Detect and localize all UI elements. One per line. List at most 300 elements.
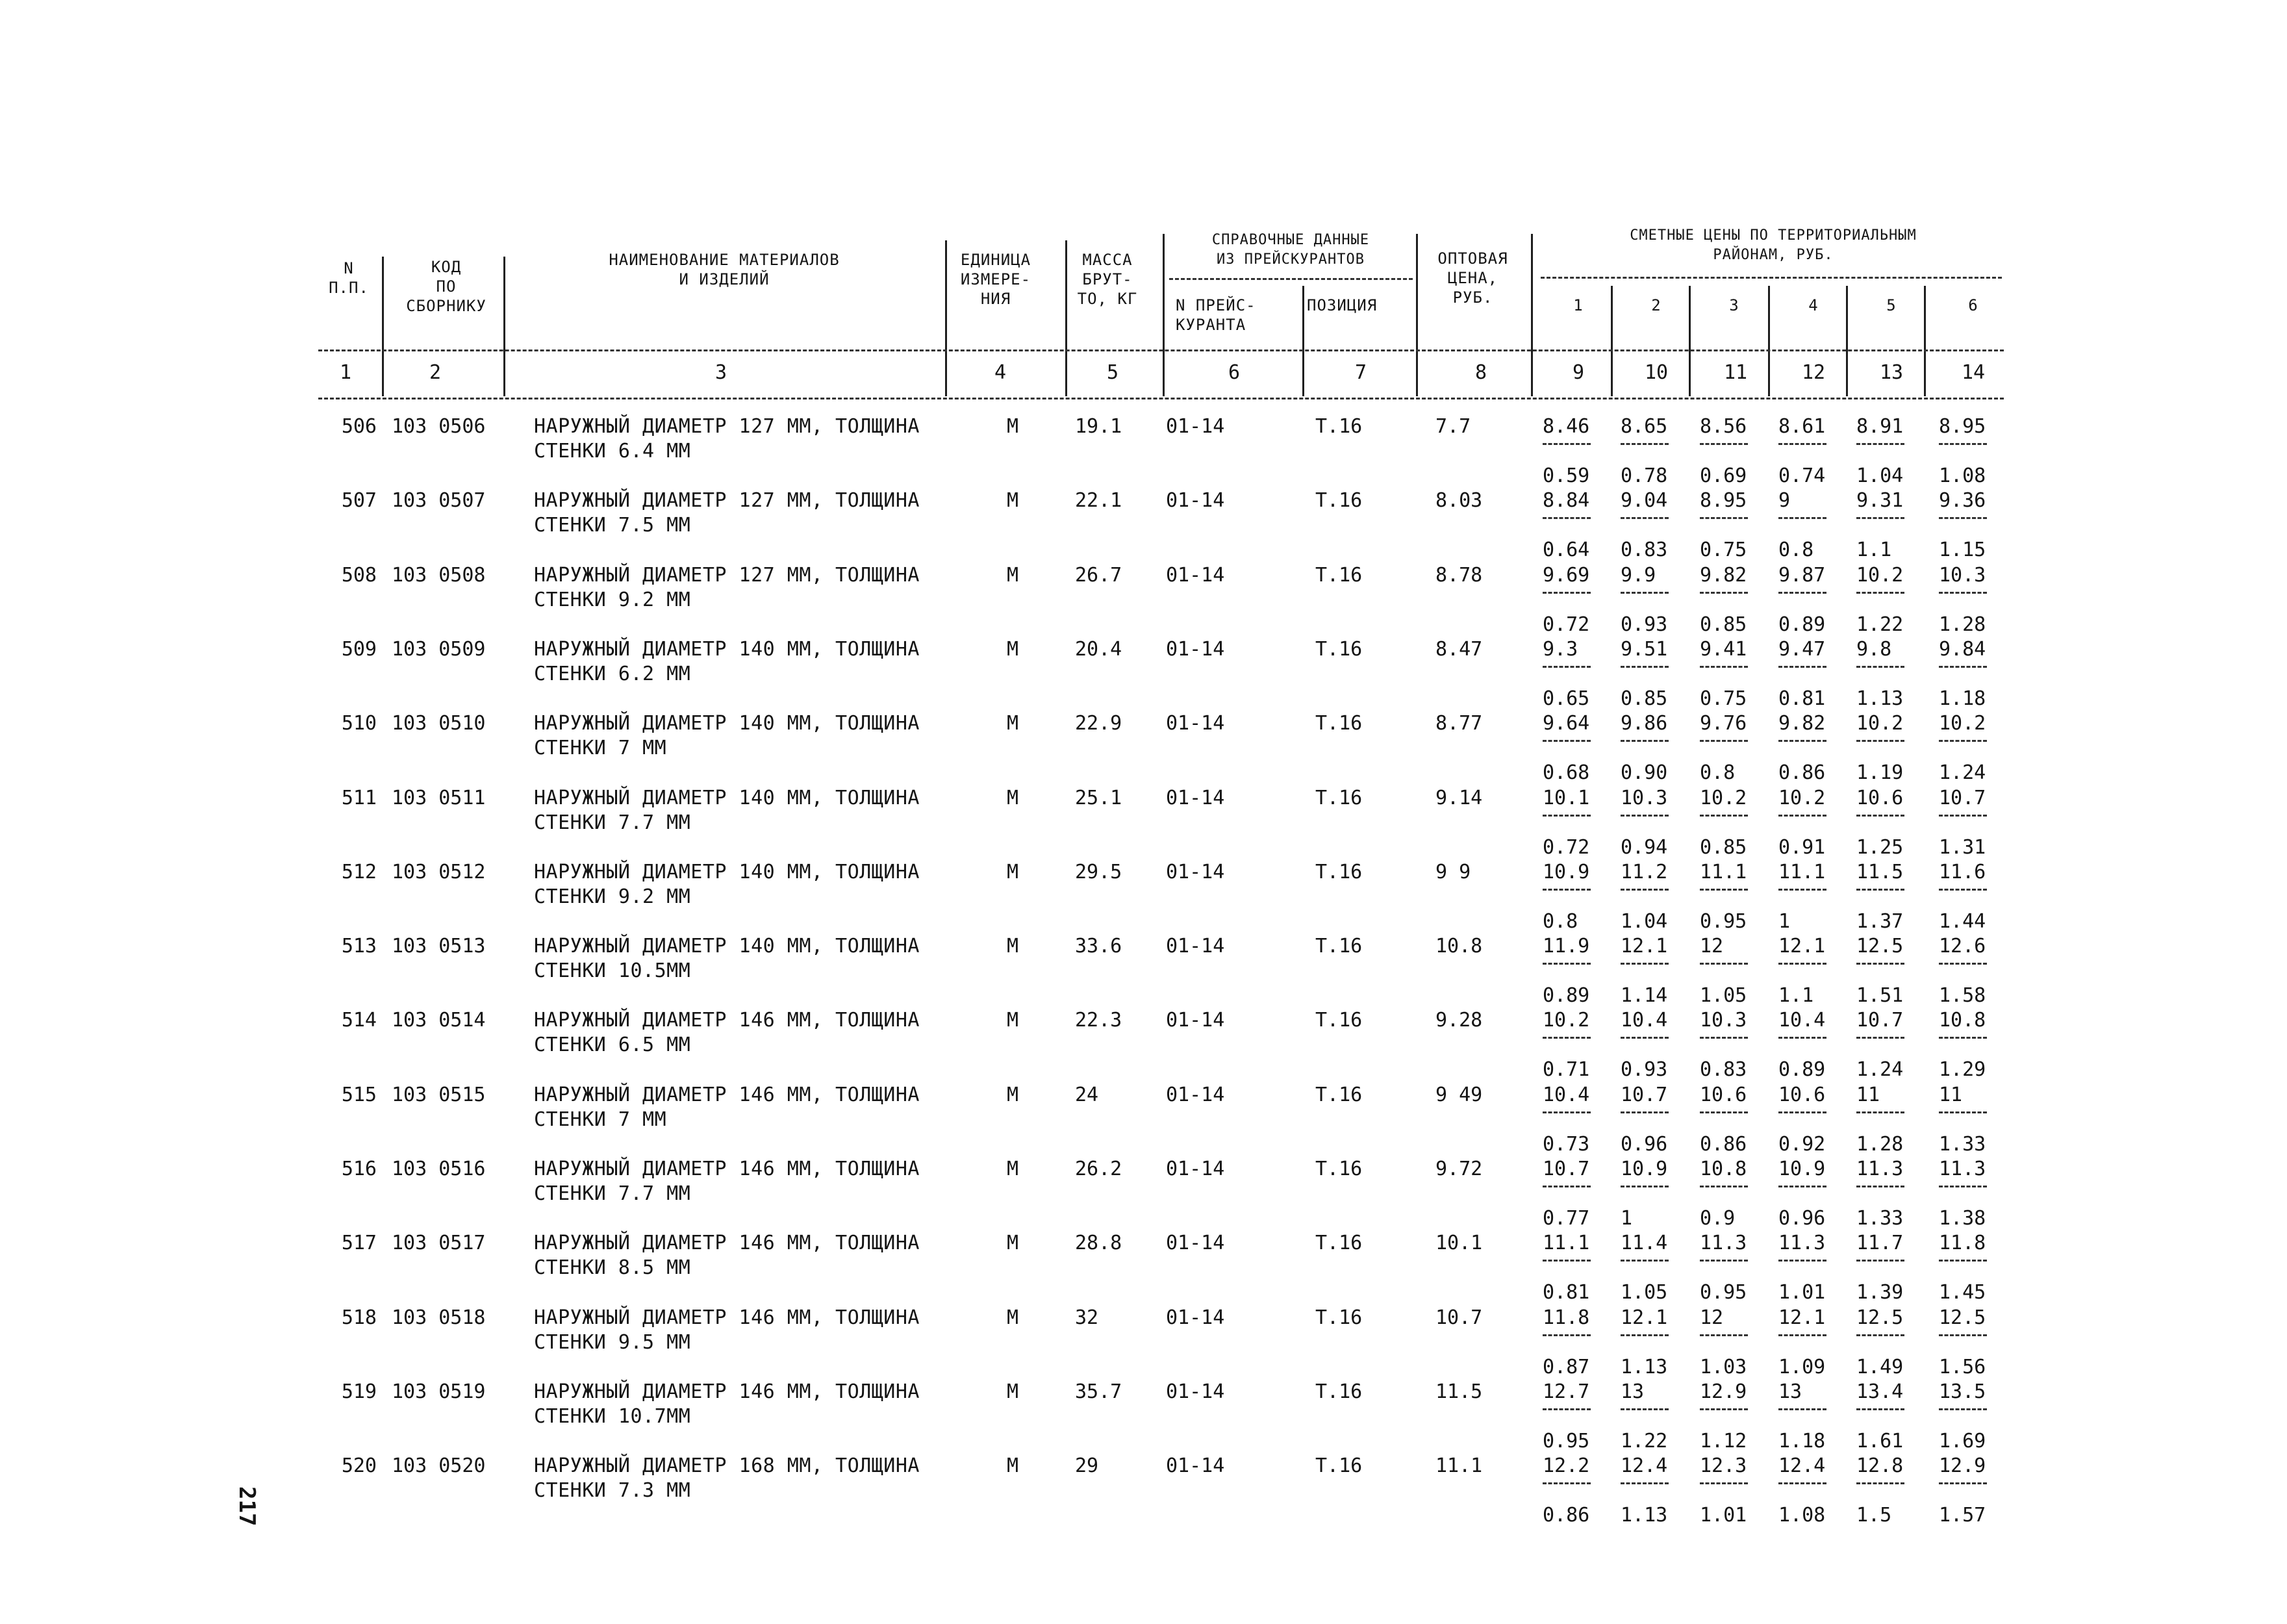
region-price-value: 9.76 <box>1700 712 1747 735</box>
row-number: 512 <box>341 860 377 883</box>
row-code: 103 0507 <box>392 489 486 513</box>
fraction-bar <box>1856 963 1904 965</box>
table-row <box>0 860 2287 934</box>
fraction-bar <box>1543 963 1591 965</box>
region-price-component: 1 <box>1621 1207 1633 1230</box>
fraction-bar <box>1700 1260 1748 1262</box>
region-price-value: 11.1 <box>1700 860 1747 883</box>
region-price-value: 12.9 <box>1939 1454 1986 1478</box>
fraction-bar <box>1700 740 1748 742</box>
row-name-line2: СТЕНКИ 9.5 ММ <box>534 1330 691 1354</box>
row-price-list: 01-14 <box>1166 1454 1225 1478</box>
region-price-value: 10.9 <box>1778 1158 1826 1180</box>
row-price-list: 01-14 <box>1166 415 1225 438</box>
row-price-list: 01-14 <box>1166 1009 1225 1032</box>
row-name-line1: НАРУЖНЫЙ ДИАМЕТР 127 ММ, ТОЛЩИНА <box>534 489 920 513</box>
table-row <box>0 637 2287 711</box>
row-price-list: 01-14 <box>1166 637 1225 661</box>
region-price-component: 1.5 <box>1856 1504 1892 1527</box>
region-price-value: 11 <box>1856 1083 1880 1106</box>
row-name-line2: СТЕНКИ 8.5 ММ <box>534 1256 691 1280</box>
region-price-value: 9.47 <box>1778 637 1826 661</box>
row-position: Т.16 <box>1315 1232 1363 1255</box>
fraction-bar <box>1939 592 1987 594</box>
row-name-line1: НАРУЖНЫЙ ДИАМЕТР 146 ММ, ТОЛЩИНА <box>534 1380 920 1403</box>
fraction-bar <box>1621 443 1669 445</box>
region-price-component: 1.29 <box>1939 1058 1986 1082</box>
row-unit: М <box>1007 1306 1019 1329</box>
row-name-line1: НАРУЖНЫЙ ДИАМЕТР 140 ММ, ТОЛЩИНА <box>534 637 920 661</box>
row-mass: 29.5 <box>1075 860 1122 883</box>
row-name-line2: СТЕНКИ 10.7ММ <box>534 1404 691 1428</box>
region-price-value: 12.2 <box>1543 1454 1590 1478</box>
header-col6: N ПРЕЙС- КУРАНТА <box>1176 296 1256 334</box>
price-table-page: N П.П. КОД ПО СБОРНИКУ НАИМЕНОВАНИЕ МАТЕРИАЛОВ И ИЗДЕЛИЙ ЕДИНИЦА ИЗМЕРЕ- НИЯ МАССА БРУТ- ТО, КГ СПРАВОЧНЫЕ ДАННЫЕ ИЗ ПРЕЙСКУРАНТОВ N ПРЕЙС- КУРАНТА ПОЗИЦИЯ ОПТОВАЯ ЦЕНА, РУБ. СМЕТНЫЕ ЦЕНЫ ПО ТЕРРИТОРИАЛЬНЫМ РАЙОНАМ, РУБ. 1 2 3 4 5 6 1 2 3 4 5 6 7 8 9 10 11 12 13 14 506 103 0506 НАРУЖНЫЙ ДИАМЕТР 127 ММ, ТОЛЩИНА СТЕНКИ 6.4 ММ М 19.1 01-14 Т.16 7.7 8.46 0.59 8.65 0.78 8.56 0.69 8.61 0.74 8.91 1.04 8.95 1.08 507 103 0507 НАРУЖНЫЙ ДИАМЕТР 127 ММ, ТОЛЩИНА СТЕНКИ 7.5 ММ М 22.1 01-14 Т.16 8.03 8.84 0.64 9.04 0.83 8.95 0.75 9 0.8 9.31 1.1 9.36 1.15 508 103 0508 НАРУЖНЫЙ ДИАМЕТР 127 ММ, ТОЛЩИНА СТЕНКИ 9.2 ММ М 26.7 01-14 Т.16 8.78 9.69 0.72 9.9 0.93 9.82 0.85 9.87 0.89 10.2 1.22 10.3 1.28 509 103 0509 НАРУЖНЫЙ ДИАМЕТР 140 ММ, ТОЛЩИНА СТЕНКИ 6.2 ММ М 20.4 01-14 Т.16 8.47 9.3 0.65 9.51 0.85 9.41 0.75 9.47 0.81 9.8 1.13 9.84 1.18 510 103 0510 НАРУЖНЫЙ ДИАМЕТР 140 ММ, ТОЛЩИНА СТЕНКИ 7 ММ М 22.9 01-14 Т.16 8.77 9.64 0.68 9.86 0.90 9.76 0.8 9.82 0.86 10.2 1.19 10.2 1.24 511 103 0511 НАРУЖНЫЙ ДИАМЕТР 140 ММ, ТОЛЩИНА СТЕНКИ 7.7 ММ М 25.1 01-14 Т.16 9.14 10.1 0.72 10.3 0.94 10.2 0.85 10.2 0.91 10.6 1.25 10.7 1.31 512 103 0512 НАРУЖНЫЙ ДИАМЕТР 140 ММ, ТОЛЩИНА СТЕНКИ 9.2 ММ М 29.5 01-14 Т.16 9 9 10.9 0.8 11.2 1.04 11.1 0.95 11.1 1 11.5 1.37 11.6 1.44 513 103 0513 НАРУЖНЫЙ ДИАМЕТР 140 ММ, ТОЛЩИНА СТЕНКИ 10.5ММ М 33.6 01-14 Т.16 10.8 11.9 0.89 12.1 1.14 12 1.05 12.1 1.1 12.5 1.51 12.6 1.58 514 103 0514 НАРУЖНЫЙ ДИАМЕТР 146 ММ, ТОЛЩИНА СТЕНКИ 6.5 ММ М 22.3 01-14 Т.16 9.28 10.2 0.71 10.4 0.93 10.3 0.83 10.4 0.89 10.7 1.24 10.8 1.29 515 103 0515 НАРУЖНЫЙ ДИАМЕТР 146 ММ, ТОЛЩИНА СТЕНКИ 7 ММ М 24 01-14 Т.16 9 49 10.4 0.73 10.7 0.96 10.6 0.86 10.6 0.92 11 1.28 11 1.33 516 103 0516 НАРУЖНЫЙ ДИАМЕТР 146 ММ, ТОЛЩИНА СТЕНКИ 7.7 ММ М 26.2 01-14 Т.16 9.72 10.7 0.77 10.9 1 10.8 0.9 10.9 0.96 11.3 1.33 11.3 1.38 517 103 0517 НАРУЖНЫЙ ДИАМЕТР 146 ММ, ТОЛЩИНА СТЕНКИ 8.5 ММ М 28.8 01-14 Т.16 10.1 11.1 0.81 11.4 1.05 11.3 0.95 11.3 1.01 11.7 1.39 11.8 1.45 518 103 0518 НАРУЖНЫЙ ДИАМЕТР 146 ММ, ТОЛЩИНА СТЕНКИ 9.5 ММ М 32 01-14 Т.16 10.7 11.8 0.87 12.1 1.13 12 1.03 12.1 1.09 12.5 1.49 12.5 1.56 519 103 0519 НАРУЖНЫЙ ДИАМЕТР 146 ММ, ТОЛЩИНА СТЕНКИ 10.7ММ М 35.7 01-14 Т.16 11.5 12.7 0.95 13 1.22 12.9 1.12 13 1.18 13.4 1.61 13.5 1.69 520 103 0520 НАРУЖНЫЙ ДИАМЕТР 168 ММ, ТОЛЩИНА СТЕНКИ 7.3 ММ М 29 01-14 Т.16 11.1 12.2 0.86 12.4 1.13 12.3 1.01 12.4 1.08 12.8 1.5 12.9 1.57 217 <box>0 0 2287 1624</box>
fraction-bar <box>1543 666 1591 668</box>
region-price-component: 1.24 <box>1939 761 1986 785</box>
fraction-bar <box>1939 889 1987 891</box>
region-price-component: 0.72 <box>1543 613 1590 636</box>
table-row <box>0 1306 2287 1380</box>
region-price-value: 11.7 <box>1856 1232 1904 1255</box>
fraction-bar <box>1700 1408 1748 1410</box>
fraction-bar <box>1778 1186 1826 1187</box>
fraction-bar <box>1700 963 1748 965</box>
row-code: 103 0515 <box>392 1083 486 1106</box>
row-unit: М <box>1007 1009 1019 1032</box>
region-price-component: 1.1 <box>1856 539 1892 562</box>
row-name-line2: СТЕНКИ 7 ММ <box>534 737 667 760</box>
region-price-component: 1.1 <box>1778 984 1814 1008</box>
row-name-line2: СТЕНКИ 9.2 ММ <box>534 885 691 908</box>
fraction-bar <box>1543 1482 1591 1484</box>
region-price-component: 1.31 <box>1939 835 1986 859</box>
region-price-component: 1.03 <box>1700 1355 1747 1378</box>
fraction-bar <box>1700 1334 1748 1336</box>
region-price-value: 10.9 <box>1543 860 1590 883</box>
region-price-component: 1.12 <box>1700 1429 1747 1453</box>
region-price-value: 12.3 <box>1700 1454 1747 1478</box>
region-price-value: 12 <box>1700 935 1724 958</box>
row-code: 103 0518 <box>392 1306 486 1329</box>
region-price-value: 12.5 <box>1939 1306 1986 1329</box>
row-wholesale-price: 9.28 <box>1435 1009 1483 1032</box>
table-row <box>0 786 2287 860</box>
region-price-value: 12.4 <box>1621 1454 1668 1478</box>
table-row <box>0 1380 2287 1454</box>
region-price-value: 8.65 <box>1621 415 1668 438</box>
region-price-value: 10.6 <box>1856 786 1904 809</box>
row-mass: 22.9 <box>1075 712 1122 735</box>
region-price-value: 9.31 <box>1856 489 1904 513</box>
row-name-line2: СТЕНКИ 7.7 ММ <box>534 1182 691 1205</box>
row-code: 103 0520 <box>392 1454 486 1478</box>
row-unit: М <box>1007 1083 1019 1106</box>
row-name-line1: НАРУЖНЫЙ ДИАМЕТР 140 ММ, ТОЛЩИНА <box>534 935 920 958</box>
region-price-component: 0.85 <box>1700 835 1747 859</box>
fraction-bar <box>1700 889 1748 891</box>
row-mass: 33.6 <box>1075 935 1122 958</box>
row-number: 518 <box>341 1306 377 1329</box>
region-price-value: 9.82 <box>1700 563 1747 587</box>
row-number: 515 <box>341 1083 377 1106</box>
fraction-bar <box>1778 666 1826 668</box>
header-region-5: 5 <box>1886 296 1897 314</box>
fraction-bar <box>1778 517 1826 519</box>
table-row <box>0 1231 2287 1305</box>
region-price-component: 1.13 <box>1856 687 1904 710</box>
region-price-component: 0.68 <box>1543 761 1590 785</box>
row-mass: 25.1 <box>1075 786 1122 809</box>
row-price-list: 01-14 <box>1166 1380 1225 1403</box>
fraction-bar <box>1543 592 1591 594</box>
fraction-bar <box>1778 443 1826 445</box>
row-wholesale-price: 11.5 <box>1435 1380 1483 1403</box>
fraction-bar <box>1856 443 1904 445</box>
fraction-bar <box>1778 740 1826 742</box>
fraction-bar <box>1543 443 1591 445</box>
row-name-line1: НАРУЖНЫЙ ДИАМЕТР 140 ММ, ТОЛЩИНА <box>534 860 920 883</box>
header-ref-divider <box>1169 278 1413 280</box>
region-price-component: 1.51 <box>1856 984 1904 1008</box>
row-position: Т.16 <box>1315 489 1363 513</box>
row-name <box>534 637 963 687</box>
region-price-value: 13 <box>1621 1380 1645 1403</box>
region-price-component: 0.78 <box>1621 464 1668 487</box>
row-name-line2: СТЕНКИ 7.3 ММ <box>534 1479 691 1503</box>
region-price-value: 10.2 <box>1778 786 1826 809</box>
region-price-value: 12.6 <box>1939 935 1986 958</box>
header-col7: ПОЗИЦИЯ <box>1307 296 1378 314</box>
header-separator <box>1302 286 1304 396</box>
fraction-bar <box>1856 889 1904 891</box>
region-price-value: 10.6 <box>1778 1083 1826 1106</box>
row-name <box>534 1083 963 1132</box>
fraction-bar <box>1543 1186 1591 1187</box>
region-price-value: 12.1 <box>1621 935 1668 958</box>
region-price-value: 13.5 <box>1939 1380 1986 1403</box>
row-price-list: 01-14 <box>1166 1306 1225 1329</box>
region-price-component: 1.37 <box>1856 909 1904 933</box>
row-position: Т.16 <box>1315 563 1363 587</box>
fraction-bar <box>1543 517 1591 519</box>
region-price-value: 9.41 <box>1700 637 1747 661</box>
fraction-bar <box>1700 1186 1748 1187</box>
region-price-value: 10.9 <box>1621 1158 1668 1180</box>
row-price-list: 01-14 <box>1166 1232 1225 1255</box>
region-price-value: 9.3 <box>1543 637 1578 661</box>
region-price-value: 11.4 <box>1621 1232 1668 1255</box>
fraction-bar <box>1778 889 1826 891</box>
row-position: Т.16 <box>1315 712 1363 735</box>
row-position: Т.16 <box>1315 637 1363 661</box>
row-price-list: 01-14 <box>1166 1158 1225 1180</box>
fraction-bar <box>1700 1037 1748 1039</box>
region-price-value: 9.36 <box>1939 489 1986 513</box>
fraction-bar <box>1856 815 1904 817</box>
region-price-component: 0.81 <box>1778 687 1826 710</box>
region-price-component: 1.08 <box>1778 1504 1826 1527</box>
fraction-bar <box>1778 1408 1826 1410</box>
region-price-component: 1.28 <box>1939 613 1986 636</box>
region-price-value: 10.2 <box>1856 712 1904 735</box>
row-unit: М <box>1007 637 1019 661</box>
row-unit: М <box>1007 489 1019 513</box>
region-price-component: 1.08 <box>1939 464 1986 487</box>
region-price-value: 8.61 <box>1778 415 1826 438</box>
table-row <box>0 1008 2287 1082</box>
region-price-component: 0.71 <box>1543 1058 1590 1082</box>
region-price-component: 0.69 <box>1700 464 1747 487</box>
row-name-line1: НАРУЖНЫЙ ДИАМЕТР 140 ММ, ТОЛЩИНА <box>534 786 920 809</box>
row-name <box>534 860 963 909</box>
region-price-component: 1.61 <box>1856 1429 1904 1453</box>
row-mass: 20.4 <box>1075 637 1122 661</box>
fraction-bar <box>1621 666 1669 668</box>
header-separator <box>1416 234 1418 396</box>
row-wholesale-price: 8.47 <box>1435 637 1483 661</box>
row-wholesale-price: 9.72 <box>1435 1158 1483 1180</box>
row-name <box>534 1231 963 1280</box>
fraction-bar <box>1621 1037 1669 1039</box>
region-price-component: 1.19 <box>1856 761 1904 785</box>
table-row <box>0 1157 2287 1231</box>
region-price-component: 0.93 <box>1621 613 1668 636</box>
fraction-bar <box>1778 815 1826 817</box>
region-price-component: 1.49 <box>1856 1355 1904 1378</box>
region-price-component: 0.92 <box>1778 1132 1826 1156</box>
region-price-component: 0.59 <box>1543 464 1590 487</box>
header-separator <box>1611 286 1613 396</box>
row-number: 508 <box>341 563 377 587</box>
row-mass: 26.2 <box>1075 1158 1122 1180</box>
fraction-bar <box>1778 1482 1826 1484</box>
header-separator <box>1531 234 1533 396</box>
region-price-value: 10.6 <box>1700 1083 1747 1106</box>
header-separator <box>1768 286 1770 396</box>
row-wholesale-price: 9.14 <box>1435 786 1483 809</box>
region-price-value: 10.7 <box>1621 1083 1668 1106</box>
region-price-value: 11.2 <box>1621 860 1668 883</box>
region-price-component: 0.64 <box>1543 539 1590 562</box>
region-price-value: 10.8 <box>1939 1009 1986 1032</box>
region-price-component: 1.13 <box>1621 1355 1668 1378</box>
row-number: 506 <box>341 415 377 438</box>
row-mass: 24 <box>1075 1083 1099 1106</box>
row-name-line1: НАРУЖНЫЙ ДИАМЕТР 146 ММ, ТОЛЩИНА <box>534 1306 920 1329</box>
row-name-line1: НАРУЖНЫЙ ДИАМЕТР 140 ММ, ТОЛЩИНА <box>534 712 920 735</box>
region-price-component: 0.95 <box>1700 909 1747 933</box>
region-price-component: 1 <box>1778 909 1791 933</box>
region-price-component: 0.93 <box>1621 1058 1668 1082</box>
row-wholesale-price: 9 49 <box>1435 1083 1483 1106</box>
fraction-bar <box>1543 1260 1591 1262</box>
fraction-bar <box>1621 963 1669 965</box>
region-price-value: 11.5 <box>1856 860 1904 883</box>
region-price-component: 0.91 <box>1778 835 1826 859</box>
row-name-line2: СТЕНКИ 6.5 ММ <box>534 1034 691 1057</box>
row-name-line1: НАРУЖНЫЙ ДИАМЕТР 146 ММ, ТОЛЩИНА <box>534 1158 920 1180</box>
fraction-bar <box>1543 889 1591 891</box>
region-price-component: 0.85 <box>1621 687 1668 710</box>
region-price-value: 12.1 <box>1621 1306 1668 1329</box>
row-position: Т.16 <box>1315 935 1363 958</box>
row-position: Т.16 <box>1315 1380 1363 1403</box>
header-separator <box>1689 286 1691 396</box>
fraction-bar <box>1856 1037 1904 1039</box>
region-price-component: 0.72 <box>1543 835 1590 859</box>
row-price-list: 01-14 <box>1166 563 1225 587</box>
region-price-value: 9.87 <box>1778 563 1826 587</box>
fraction-bar <box>1856 517 1904 519</box>
row-name-line2: СТЕНКИ 7.5 ММ <box>534 514 691 537</box>
fraction-bar <box>1543 815 1591 817</box>
header-col2: КОД ПО СБОРНИКУ <box>406 258 486 315</box>
header-rule <box>318 349 2004 351</box>
region-price-component: 0.94 <box>1621 835 1668 859</box>
region-price-value: 9.64 <box>1543 712 1590 735</box>
region-price-value: 10.4 <box>1778 1009 1826 1032</box>
region-price-value: 8.95 <box>1700 489 1747 513</box>
region-price-component: 0.89 <box>1543 984 1590 1008</box>
fraction-bar <box>1543 1111 1591 1113</box>
region-price-component: 0.89 <box>1778 1058 1826 1082</box>
row-code: 103 0519 <box>392 1380 486 1403</box>
fraction-bar <box>1700 443 1748 445</box>
region-price-component: 1.18 <box>1778 1429 1826 1453</box>
table-row <box>0 1454 2287 1528</box>
header-col8: ОПТОВАЯ ЦЕНА, РУБ. <box>1437 249 1508 307</box>
fraction-bar <box>1778 592 1826 594</box>
region-price-component: 0.74 <box>1778 464 1826 487</box>
region-price-value: 11.6 <box>1939 860 1986 883</box>
region-price-component: 1.58 <box>1939 984 1986 1008</box>
region-price-value: 12.7 <box>1543 1380 1590 1403</box>
row-code: 103 0513 <box>392 935 486 958</box>
row-code: 103 0514 <box>392 1009 486 1032</box>
header-region-4: 4 <box>1808 296 1819 314</box>
region-price-component: 0.81 <box>1543 1281 1590 1304</box>
header-separator <box>945 240 947 396</box>
region-price-value: 9.86 <box>1621 712 1668 735</box>
fraction-bar <box>1621 1334 1669 1336</box>
region-price-value: 12.4 <box>1778 1454 1826 1478</box>
row-name <box>534 563 963 613</box>
row-unit: М <box>1007 563 1019 587</box>
row-name <box>534 1380 963 1429</box>
region-price-value: 10.2 <box>1856 563 1904 587</box>
row-position: Т.16 <box>1315 860 1363 883</box>
region-price-component: 1.56 <box>1939 1355 1986 1378</box>
fraction-bar <box>1856 1260 1904 1262</box>
region-price-component: 1.14 <box>1621 984 1668 1008</box>
region-price-value: 10.1 <box>1543 786 1590 809</box>
row-wholesale-price: 9 9 <box>1435 860 1471 883</box>
row-code: 103 0506 <box>392 415 486 438</box>
header-region-1: 1 <box>1573 296 1584 314</box>
region-price-component: 0.86 <box>1700 1132 1747 1156</box>
region-price-value: 11.8 <box>1543 1306 1590 1329</box>
row-code: 103 0512 <box>392 860 486 883</box>
fraction-bar <box>1939 740 1987 742</box>
row-number: 510 <box>341 712 377 735</box>
row-unit: М <box>1007 786 1019 809</box>
region-price-component: 1.01 <box>1778 1281 1826 1304</box>
fraction-bar <box>1939 666 1987 668</box>
region-price-component: 1.28 <box>1856 1132 1904 1156</box>
region-price-value: 12.1 <box>1778 1306 1826 1329</box>
fraction-bar <box>1856 1482 1904 1484</box>
region-price-value: 11.8 <box>1939 1232 1986 1255</box>
region-price-component: 0.83 <box>1621 539 1668 562</box>
row-unit: М <box>1007 935 1019 958</box>
row-name-line1: НАРУЖНЫЙ ДИАМЕТР 146 ММ, ТОЛЩИНА <box>534 1232 920 1255</box>
fraction-bar <box>1700 815 1748 817</box>
row-mass: 19.1 <box>1075 415 1122 438</box>
region-price-component: 0.65 <box>1543 687 1590 710</box>
row-name <box>534 1306 963 1355</box>
region-price-component: 1.25 <box>1856 835 1904 859</box>
header-col4: ЕДИНИЦА ИЗМЕРЕ- НИЯ <box>960 251 1031 308</box>
fraction-bar <box>1543 740 1591 742</box>
row-name-line2: СТЕНКИ 7.7 ММ <box>534 811 691 834</box>
row-mass: 28.8 <box>1075 1232 1122 1255</box>
row-name <box>534 414 963 464</box>
table-row <box>0 563 2287 637</box>
row-wholesale-price: 8.03 <box>1435 489 1483 513</box>
fraction-bar <box>1778 963 1826 965</box>
row-wholesale-price: 7.7 <box>1435 415 1471 438</box>
region-price-component: 1.05 <box>1700 984 1747 1008</box>
row-wholesale-price: 8.77 <box>1435 712 1483 735</box>
row-name <box>534 1008 963 1058</box>
region-price-value: 9.84 <box>1939 637 1986 661</box>
region-price-component: 1.13 <box>1621 1504 1668 1527</box>
region-price-value: 10.3 <box>1621 786 1668 809</box>
row-unit: М <box>1007 712 1019 735</box>
row-code: 103 0511 <box>392 786 486 809</box>
row-position: Т.16 <box>1315 415 1363 438</box>
row-unit: М <box>1007 860 1019 883</box>
region-price-component: 0.87 <box>1543 1355 1590 1378</box>
row-name-line1: НАРУЖНЫЙ ДИАМЕТР 127 ММ, ТОЛЩИНА <box>534 415 920 438</box>
row-code: 103 0508 <box>392 563 486 587</box>
region-price-component: 1.22 <box>1621 1429 1668 1453</box>
fraction-bar <box>1939 1111 1987 1113</box>
region-price-value: 12.5 <box>1856 935 1904 958</box>
row-code: 103 0516 <box>392 1158 486 1180</box>
region-price-component: 0.83 <box>1700 1058 1747 1082</box>
row-name-line2: СТЕНКИ 6.2 ММ <box>534 662 691 685</box>
row-name <box>534 1157 963 1206</box>
region-price-component: 1.33 <box>1939 1132 1986 1156</box>
region-price-component: 0.95 <box>1543 1429 1590 1453</box>
fraction-bar <box>1621 1186 1669 1187</box>
header-ref-group: СПРАВОЧНЫЕ ДАННЫЕ ИЗ ПРЕЙСКУРАНТОВ <box>1211 232 1370 268</box>
region-price-component: 0.75 <box>1700 687 1747 710</box>
region-price-component: 1.38 <box>1939 1207 1986 1230</box>
fraction-bar <box>1939 1482 1987 1484</box>
row-position: Т.16 <box>1315 1083 1363 1106</box>
region-price-component: 1.33 <box>1856 1207 1904 1230</box>
table-row <box>0 488 2287 563</box>
region-price-value: 12.5 <box>1856 1306 1904 1329</box>
row-number: 519 <box>341 1380 377 1403</box>
region-price-value: 11.3 <box>1700 1232 1747 1255</box>
row-mass: 22.1 <box>1075 489 1122 513</box>
row-name <box>534 934 963 983</box>
row-mass: 22.3 <box>1075 1009 1122 1032</box>
